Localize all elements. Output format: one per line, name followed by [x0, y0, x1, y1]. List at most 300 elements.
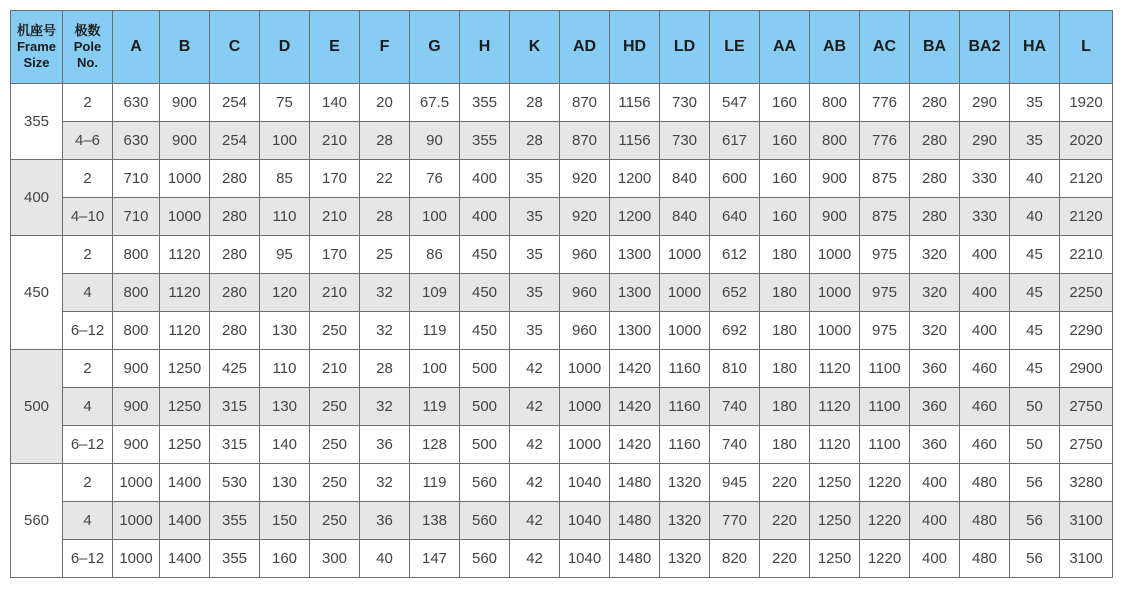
- value-cell-ad: 870: [560, 84, 610, 122]
- value-cell-g: 119: [410, 312, 460, 350]
- value-cell-ba2: 480: [960, 540, 1010, 578]
- table-body: [11, 84, 1113, 578]
- value-cell-ha: 45: [1010, 350, 1060, 388]
- value-cell-e: 250: [310, 312, 360, 350]
- value-cell-le: 547: [710, 84, 760, 122]
- pole-number-cell: 6–12: [63, 426, 113, 464]
- frame-size-cell: 560: [11, 464, 63, 578]
- value-cell-l: 2900: [1060, 350, 1113, 388]
- value-cell-e: 300: [310, 540, 360, 578]
- value-cell-g: 109: [410, 274, 460, 312]
- value-cell-le: 820: [710, 540, 760, 578]
- value-cell-le: 740: [710, 388, 760, 426]
- value-cell-le: 692: [710, 312, 760, 350]
- value-cell-h: 560: [460, 502, 510, 540]
- value-cell-hd: 1300: [610, 236, 660, 274]
- frame-header-cn: 机座号: [16, 23, 56, 38]
- value-cell-ha: 45: [1010, 312, 1060, 350]
- value-cell-ld: 1320: [660, 464, 710, 502]
- pole-number-cell: 4: [63, 388, 113, 426]
- value-cell-le: 617: [710, 122, 760, 160]
- table-row: [11, 464, 1113, 502]
- value-cell-b: 1120: [160, 312, 210, 350]
- value-cell-b: 1120: [160, 274, 210, 312]
- value-cell-a: 630: [113, 84, 160, 122]
- value-cell-ba2: 400: [960, 236, 1010, 274]
- value-cell-aa: 160: [760, 198, 810, 236]
- table-row: [11, 198, 1113, 236]
- value-cell-ba2: 290: [960, 84, 1010, 122]
- value-cell-ba2: 480: [960, 464, 1010, 502]
- value-cell-ba: 280: [910, 122, 960, 160]
- value-cell-ad: 920: [560, 160, 610, 198]
- value-cell-a: 900: [113, 388, 160, 426]
- pole-number-cell: 2: [63, 236, 113, 274]
- value-cell-b: 900: [160, 122, 210, 160]
- value-cell-g: 128: [410, 426, 460, 464]
- value-cell-e: 210: [310, 274, 360, 312]
- value-cell-ab: 1000: [810, 274, 860, 312]
- value-cell-ad: 1040: [560, 464, 610, 502]
- value-cell-k: 28: [510, 122, 560, 160]
- value-cell-c: 280: [210, 198, 260, 236]
- value-cell-ha: 50: [1010, 426, 1060, 464]
- value-cell-e: 210: [310, 198, 360, 236]
- value-cell-g: 119: [410, 388, 460, 426]
- value-cell-ba2: 400: [960, 312, 1010, 350]
- value-cell-h: 355: [460, 84, 510, 122]
- value-cell-ba2: 480: [960, 502, 1010, 540]
- column-header-ba: BA: [910, 11, 960, 84]
- value-cell-ld: 730: [660, 122, 710, 160]
- pole-number-cell: 6–12: [63, 540, 113, 578]
- value-cell-ha: 45: [1010, 236, 1060, 274]
- value-cell-a: 710: [113, 160, 160, 198]
- value-cell-hd: 1420: [610, 426, 660, 464]
- table-row: [11, 388, 1113, 426]
- value-cell-d: 110: [260, 198, 310, 236]
- value-cell-hd: 1156: [610, 84, 660, 122]
- frame-header-en-1: Frame: [16, 39, 57, 54]
- value-cell-ac: 776: [860, 122, 910, 160]
- value-cell-ba: 280: [910, 160, 960, 198]
- value-cell-k: 42: [510, 388, 560, 426]
- value-cell-g: 100: [410, 350, 460, 388]
- value-cell-ad: 1040: [560, 540, 610, 578]
- value-cell-ha: 35: [1010, 84, 1060, 122]
- value-cell-ld: 730: [660, 84, 710, 122]
- value-cell-l: 2290: [1060, 312, 1113, 350]
- value-cell-f: 28: [360, 198, 410, 236]
- value-cell-l: 2750: [1060, 388, 1113, 426]
- value-cell-d: 95: [260, 236, 310, 274]
- value-cell-aa: 180: [760, 236, 810, 274]
- value-cell-ba: 320: [910, 274, 960, 312]
- value-cell-k: 42: [510, 350, 560, 388]
- value-cell-ab: 1120: [810, 350, 860, 388]
- value-cell-f: 32: [360, 312, 410, 350]
- value-cell-c: 280: [210, 160, 260, 198]
- value-cell-ac: 1220: [860, 502, 910, 540]
- column-header-a: A: [113, 11, 160, 84]
- value-cell-a: 800: [113, 312, 160, 350]
- value-cell-k: 35: [510, 274, 560, 312]
- value-cell-hd: 1300: [610, 312, 660, 350]
- value-cell-f: 28: [360, 350, 410, 388]
- value-cell-le: 600: [710, 160, 760, 198]
- value-cell-ha: 45: [1010, 274, 1060, 312]
- table-row: [11, 312, 1113, 350]
- dimension-table: [10, 10, 1113, 578]
- value-cell-g: 67.5: [410, 84, 460, 122]
- value-cell-ab: 900: [810, 160, 860, 198]
- value-cell-g: 138: [410, 502, 460, 540]
- value-cell-c: 425: [210, 350, 260, 388]
- value-cell-aa: 180: [760, 274, 810, 312]
- value-cell-b: 1400: [160, 502, 210, 540]
- value-cell-e: 250: [310, 464, 360, 502]
- value-cell-hd: 1480: [610, 464, 660, 502]
- value-cell-ad: 1040: [560, 502, 610, 540]
- value-cell-f: 28: [360, 122, 410, 160]
- value-cell-d: 130: [260, 388, 310, 426]
- value-cell-b: 1250: [160, 350, 210, 388]
- value-cell-c: 355: [210, 502, 260, 540]
- value-cell-l: 3100: [1060, 502, 1113, 540]
- value-cell-ld: 1320: [660, 502, 710, 540]
- value-cell-ha: 56: [1010, 540, 1060, 578]
- value-cell-aa: 220: [760, 502, 810, 540]
- value-cell-ab: 1120: [810, 388, 860, 426]
- pole-number-cell: 6–12: [63, 312, 113, 350]
- value-cell-ba: 280: [910, 84, 960, 122]
- value-cell-aa: 160: [760, 160, 810, 198]
- value-cell-g: 76: [410, 160, 460, 198]
- value-cell-ba: 400: [910, 502, 960, 540]
- column-header-l: L: [1060, 11, 1113, 84]
- pole-number-cell: 4–10: [63, 198, 113, 236]
- value-cell-ad: 960: [560, 312, 610, 350]
- value-cell-ab: 1000: [810, 312, 860, 350]
- value-cell-h: 560: [460, 464, 510, 502]
- value-cell-g: 100: [410, 198, 460, 236]
- value-cell-l: 2750: [1060, 426, 1113, 464]
- value-cell-c: 280: [210, 236, 260, 274]
- value-cell-f: 32: [360, 388, 410, 426]
- value-cell-ba2: 460: [960, 388, 1010, 426]
- value-cell-hd: 1480: [610, 540, 660, 578]
- value-cell-hd: 1200: [610, 160, 660, 198]
- value-cell-ab: 1000: [810, 236, 860, 274]
- column-header-d: D: [260, 11, 310, 84]
- value-cell-e: 250: [310, 426, 360, 464]
- value-cell-c: 280: [210, 274, 260, 312]
- value-cell-e: 170: [310, 160, 360, 198]
- value-cell-le: 810: [710, 350, 760, 388]
- pole-number-header: [63, 11, 113, 84]
- value-cell-f: 22: [360, 160, 410, 198]
- value-cell-ld: 840: [660, 160, 710, 198]
- value-cell-ba2: 400: [960, 274, 1010, 312]
- pole-number-cell: 4–6: [63, 122, 113, 160]
- value-cell-l: 2210: [1060, 236, 1113, 274]
- column-header-k: K: [510, 11, 560, 84]
- value-cell-ba: 320: [910, 312, 960, 350]
- value-cell-ba: 360: [910, 350, 960, 388]
- table-row: [11, 502, 1113, 540]
- value-cell-d: 120: [260, 274, 310, 312]
- value-cell-aa: 160: [760, 122, 810, 160]
- value-cell-aa: 180: [760, 312, 810, 350]
- value-cell-ha: 56: [1010, 502, 1060, 540]
- value-cell-ba: 400: [910, 540, 960, 578]
- value-cell-l: 1920: [1060, 84, 1113, 122]
- value-cell-l: 2020: [1060, 122, 1113, 160]
- value-cell-a: 630: [113, 122, 160, 160]
- value-cell-ac: 1100: [860, 388, 910, 426]
- value-cell-c: 315: [210, 426, 260, 464]
- value-cell-c: 280: [210, 312, 260, 350]
- pole-number-cell: 2: [63, 84, 113, 122]
- pole-number-cell: 4: [63, 502, 113, 540]
- value-cell-f: 36: [360, 426, 410, 464]
- value-cell-h: 500: [460, 350, 510, 388]
- value-cell-ha: 40: [1010, 198, 1060, 236]
- value-cell-h: 450: [460, 236, 510, 274]
- value-cell-k: 42: [510, 464, 560, 502]
- value-cell-aa: 220: [760, 464, 810, 502]
- value-cell-k: 35: [510, 236, 560, 274]
- value-cell-ac: 975: [860, 312, 910, 350]
- value-cell-b: 1250: [160, 388, 210, 426]
- value-cell-h: 560: [460, 540, 510, 578]
- value-cell-h: 400: [460, 160, 510, 198]
- value-cell-le: 640: [710, 198, 760, 236]
- value-cell-hd: 1300: [610, 274, 660, 312]
- value-cell-ba: 320: [910, 236, 960, 274]
- value-cell-le: 770: [710, 502, 760, 540]
- value-cell-a: 710: [113, 198, 160, 236]
- value-cell-hd: 1420: [610, 350, 660, 388]
- value-cell-ha: 50: [1010, 388, 1060, 426]
- value-cell-b: 1000: [160, 198, 210, 236]
- value-cell-ac: 1100: [860, 350, 910, 388]
- value-cell-a: 800: [113, 236, 160, 274]
- value-cell-ac: 1220: [860, 464, 910, 502]
- value-cell-ld: 1160: [660, 388, 710, 426]
- value-cell-ba2: 330: [960, 198, 1010, 236]
- column-header-aa: AA: [760, 11, 810, 84]
- value-cell-aa: 160: [760, 84, 810, 122]
- pole-header-cn: 极数: [74, 23, 101, 38]
- value-cell-b: 1000: [160, 160, 210, 198]
- value-cell-ba2: 460: [960, 426, 1010, 464]
- value-cell-e: 250: [310, 502, 360, 540]
- value-cell-k: 35: [510, 198, 560, 236]
- value-cell-k: 42: [510, 540, 560, 578]
- value-cell-ld: 1320: [660, 540, 710, 578]
- column-header-ad: AD: [560, 11, 610, 84]
- column-header-ab: AB: [810, 11, 860, 84]
- column-header-f: F: [360, 11, 410, 84]
- value-cell-g: 90: [410, 122, 460, 160]
- value-cell-a: 900: [113, 426, 160, 464]
- value-cell-f: 32: [360, 274, 410, 312]
- value-cell-ld: 1000: [660, 312, 710, 350]
- value-cell-hd: 1200: [610, 198, 660, 236]
- frame-header-en-2: Size: [23, 55, 50, 70]
- value-cell-h: 450: [460, 274, 510, 312]
- value-cell-b: 1400: [160, 540, 210, 578]
- dimension-sheet: [10, 10, 1112, 580]
- value-cell-ba: 360: [910, 426, 960, 464]
- value-cell-aa: 180: [760, 350, 810, 388]
- value-cell-h: 500: [460, 426, 510, 464]
- value-cell-ld: 1160: [660, 350, 710, 388]
- value-cell-ad: 960: [560, 274, 610, 312]
- value-cell-g: 119: [410, 464, 460, 502]
- pole-header-en-1: Pole: [73, 39, 102, 54]
- value-cell-f: 20: [360, 84, 410, 122]
- value-cell-ab: 1250: [810, 540, 860, 578]
- column-header-ld: LD: [660, 11, 710, 84]
- table-row: [11, 350, 1113, 388]
- value-cell-ac: 875: [860, 160, 910, 198]
- table-row: [11, 426, 1113, 464]
- frame-size-cell: 355: [11, 84, 63, 160]
- value-cell-l: 3100: [1060, 540, 1113, 578]
- value-cell-c: 315: [210, 388, 260, 426]
- value-cell-ha: 40: [1010, 160, 1060, 198]
- value-cell-l: 2120: [1060, 198, 1113, 236]
- value-cell-h: 450: [460, 312, 510, 350]
- value-cell-ab: 1120: [810, 426, 860, 464]
- value-cell-aa: 180: [760, 426, 810, 464]
- value-cell-d: 160: [260, 540, 310, 578]
- value-cell-hd: 1480: [610, 502, 660, 540]
- value-cell-ha: 56: [1010, 464, 1060, 502]
- value-cell-le: 652: [710, 274, 760, 312]
- value-cell-ad: 1000: [560, 388, 610, 426]
- value-cell-h: 500: [460, 388, 510, 426]
- value-cell-f: 36: [360, 502, 410, 540]
- value-cell-l: 3280: [1060, 464, 1113, 502]
- value-cell-c: 254: [210, 122, 260, 160]
- value-cell-hd: 1420: [610, 388, 660, 426]
- value-cell-f: 40: [360, 540, 410, 578]
- value-cell-ac: 975: [860, 236, 910, 274]
- value-cell-k: 28: [510, 84, 560, 122]
- value-cell-ba: 400: [910, 464, 960, 502]
- value-cell-ad: 870: [560, 122, 610, 160]
- value-cell-k: 35: [510, 312, 560, 350]
- value-cell-d: 85: [260, 160, 310, 198]
- value-cell-f: 32: [360, 464, 410, 502]
- value-cell-ad: 920: [560, 198, 610, 236]
- value-cell-le: 945: [710, 464, 760, 502]
- value-cell-k: 42: [510, 426, 560, 464]
- value-cell-aa: 180: [760, 388, 810, 426]
- value-cell-ad: 1000: [560, 426, 610, 464]
- value-cell-a: 1000: [113, 464, 160, 502]
- value-cell-ac: 875: [860, 198, 910, 236]
- table-row: [11, 540, 1113, 578]
- value-cell-ba: 360: [910, 388, 960, 426]
- value-cell-e: 170: [310, 236, 360, 274]
- value-cell-a: 800: [113, 274, 160, 312]
- value-cell-ld: 1160: [660, 426, 710, 464]
- value-cell-ab: 900: [810, 198, 860, 236]
- value-cell-ab: 800: [810, 122, 860, 160]
- value-cell-a: 900: [113, 350, 160, 388]
- value-cell-a: 1000: [113, 502, 160, 540]
- column-header-ac: AC: [860, 11, 910, 84]
- value-cell-h: 400: [460, 198, 510, 236]
- value-cell-g: 147: [410, 540, 460, 578]
- value-cell-ab: 800: [810, 84, 860, 122]
- column-header-ha: HA: [1010, 11, 1060, 84]
- value-cell-ac: 1220: [860, 540, 910, 578]
- column-header-g: G: [410, 11, 460, 84]
- table-row: [11, 236, 1113, 274]
- column-header-e: E: [310, 11, 360, 84]
- value-cell-ab: 1250: [810, 464, 860, 502]
- value-cell-l: 2120: [1060, 160, 1113, 198]
- value-cell-a: 1000: [113, 540, 160, 578]
- value-cell-ld: 840: [660, 198, 710, 236]
- value-cell-c: 355: [210, 540, 260, 578]
- value-cell-e: 140: [310, 84, 360, 122]
- value-cell-ac: 1100: [860, 426, 910, 464]
- value-cell-d: 100: [260, 122, 310, 160]
- value-cell-hd: 1156: [610, 122, 660, 160]
- value-cell-d: 130: [260, 312, 310, 350]
- column-header-h: H: [460, 11, 510, 84]
- value-cell-ba2: 290: [960, 122, 1010, 160]
- header-row: [11, 11, 1113, 84]
- value-cell-ld: 1000: [660, 236, 710, 274]
- value-cell-b: 1400: [160, 464, 210, 502]
- value-cell-g: 86: [410, 236, 460, 274]
- value-cell-f: 25: [360, 236, 410, 274]
- column-header-ba2: BA2: [960, 11, 1010, 84]
- table-row: [11, 160, 1113, 198]
- value-cell-ad: 960: [560, 236, 610, 274]
- column-header-hd: HD: [610, 11, 660, 84]
- value-cell-ld: 1000: [660, 274, 710, 312]
- pole-number-cell: 2: [63, 464, 113, 502]
- column-header-c: C: [210, 11, 260, 84]
- value-cell-b: 900: [160, 84, 210, 122]
- value-cell-e: 210: [310, 122, 360, 160]
- pole-header-en-2: No.: [77, 55, 98, 70]
- value-cell-ba: 280: [910, 198, 960, 236]
- value-cell-d: 110: [260, 350, 310, 388]
- table-row: [11, 84, 1113, 122]
- value-cell-le: 740: [710, 426, 760, 464]
- value-cell-k: 35: [510, 160, 560, 198]
- value-cell-c: 530: [210, 464, 260, 502]
- frame-size-header: [11, 11, 63, 84]
- value-cell-aa: 220: [760, 540, 810, 578]
- value-cell-d: 130: [260, 464, 310, 502]
- value-cell-ac: 975: [860, 274, 910, 312]
- value-cell-ab: 1250: [810, 502, 860, 540]
- column-header-le: LE: [710, 11, 760, 84]
- frame-size-cell: 450: [11, 236, 63, 350]
- value-cell-b: 1250: [160, 426, 210, 464]
- value-cell-le: 612: [710, 236, 760, 274]
